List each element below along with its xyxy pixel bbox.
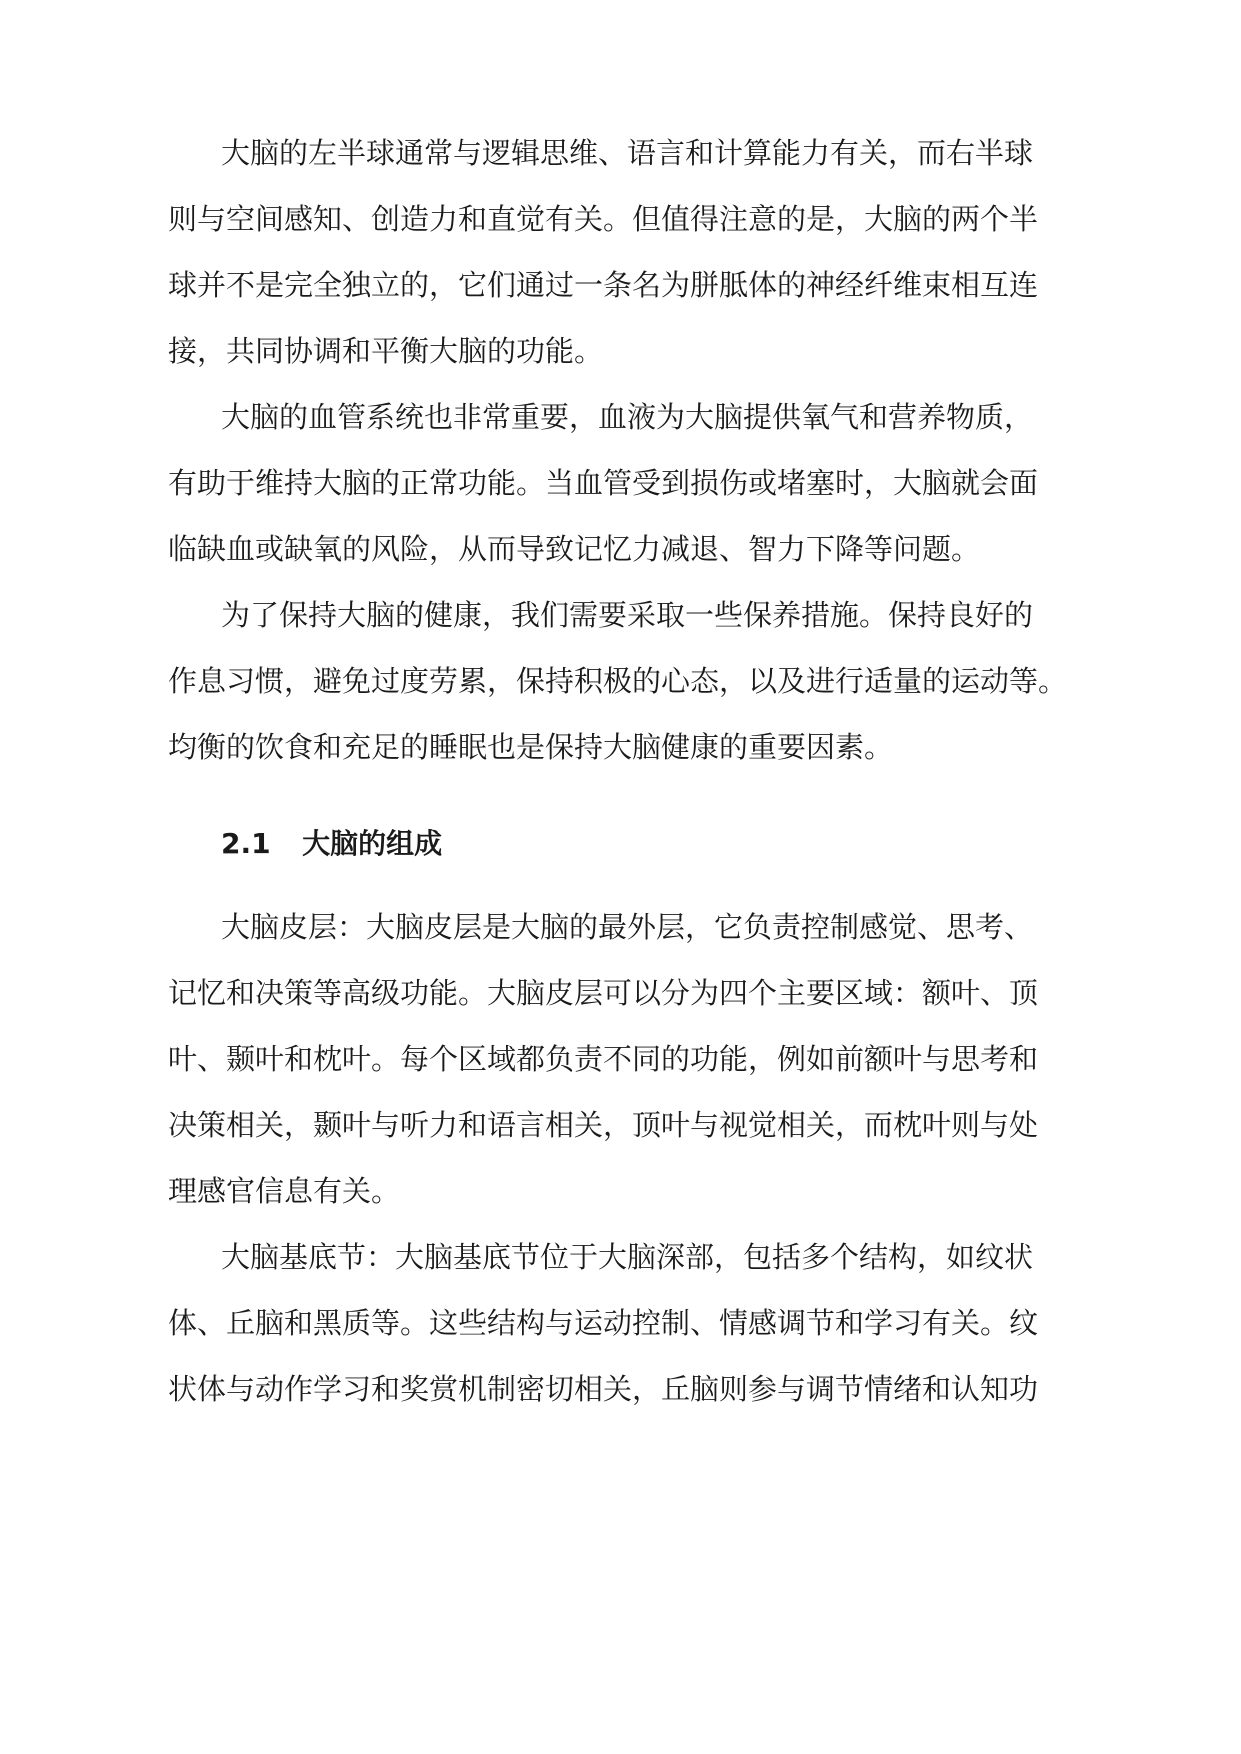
section-paragraph-1-line-4: 决策相关，颞叶与听力和语言相关，顶叶与视觉相关，而枕叶则与处: [168, 1108, 1039, 1142]
paragraph-3-line-1: 为了保持大脑的健康，我们需要采取一些保养措施。保持良好的: [221, 598, 1034, 632]
section-paragraph-1-line-3: 叶、颞叶和枕叶。每个区域都负责不同的功能，例如前额叶与思考和: [168, 1042, 1039, 1076]
section-paragraph-2-line-1: 大脑基底节：大脑基底节位于大脑深部，包括多个结构，如纹状: [221, 1240, 1034, 1274]
paragraph-3-line-3: 均衡的饮食和充足的睡眠也是保持大脑健康的重要因素。: [168, 730, 894, 764]
section-paragraph-1-line-2: 记忆和决策等高级功能。大脑皮层可以分为四个主要区域：额叶、顶: [168, 976, 1039, 1010]
paragraph-2-line-2: 有助于维持大脑的正常功能。当血管受到损伤或堵塞时，大脑就会面: [168, 466, 1039, 500]
section-paragraph-2-line-2: 体、丘脑和黑质等。这些结构与运动控制、情感调节和学习有关。纹: [168, 1306, 1039, 1340]
paragraph-2-line-3: 临缺血或缺氧的风险，从而导致记忆力减退、智力下降等问题。: [168, 532, 981, 566]
paragraph-1-line-4: 接，共同协调和平衡大脑的功能。: [168, 334, 604, 368]
paragraph-2-line-1: 大脑的血管系统也非常重要，血液为大脑提供氧气和营养物质，: [221, 400, 1034, 434]
paragraph-1-line-3: 球并不是完全独立的，它们通过一条名为胼胝体的神经纤维束相互连: [168, 268, 1039, 302]
section-number: 2.1: [221, 827, 271, 860]
paragraph-3-line-2: 作息习惯，避免过度劳累，保持积极的心态，以及进行适量的运动等。: [168, 664, 1068, 698]
section-heading: [221, 824, 1241, 864]
paragraph-1-line-1: 大脑的左半球通常与逻辑思维、语言和计算能力有关，而右半球: [221, 136, 1034, 170]
section-paragraph-1-line-1: 大脑皮层：大脑皮层是大脑的最外层，它负责控制感觉、思考、: [221, 910, 1034, 944]
section-title: 大脑的组成: [302, 827, 443, 860]
section-paragraph-1-line-5: 理感官信息有关。: [168, 1174, 401, 1208]
section-paragraph-2-line-3: 状体与动作学习和奖赏机制密切相关，丘脑则参与调节情绪和认知功: [168, 1372, 1039, 1406]
paragraph-1-line-2: 则与空间感知、创造力和直觉有关。但值得注意的是，大脑的两个半: [168, 202, 1039, 236]
